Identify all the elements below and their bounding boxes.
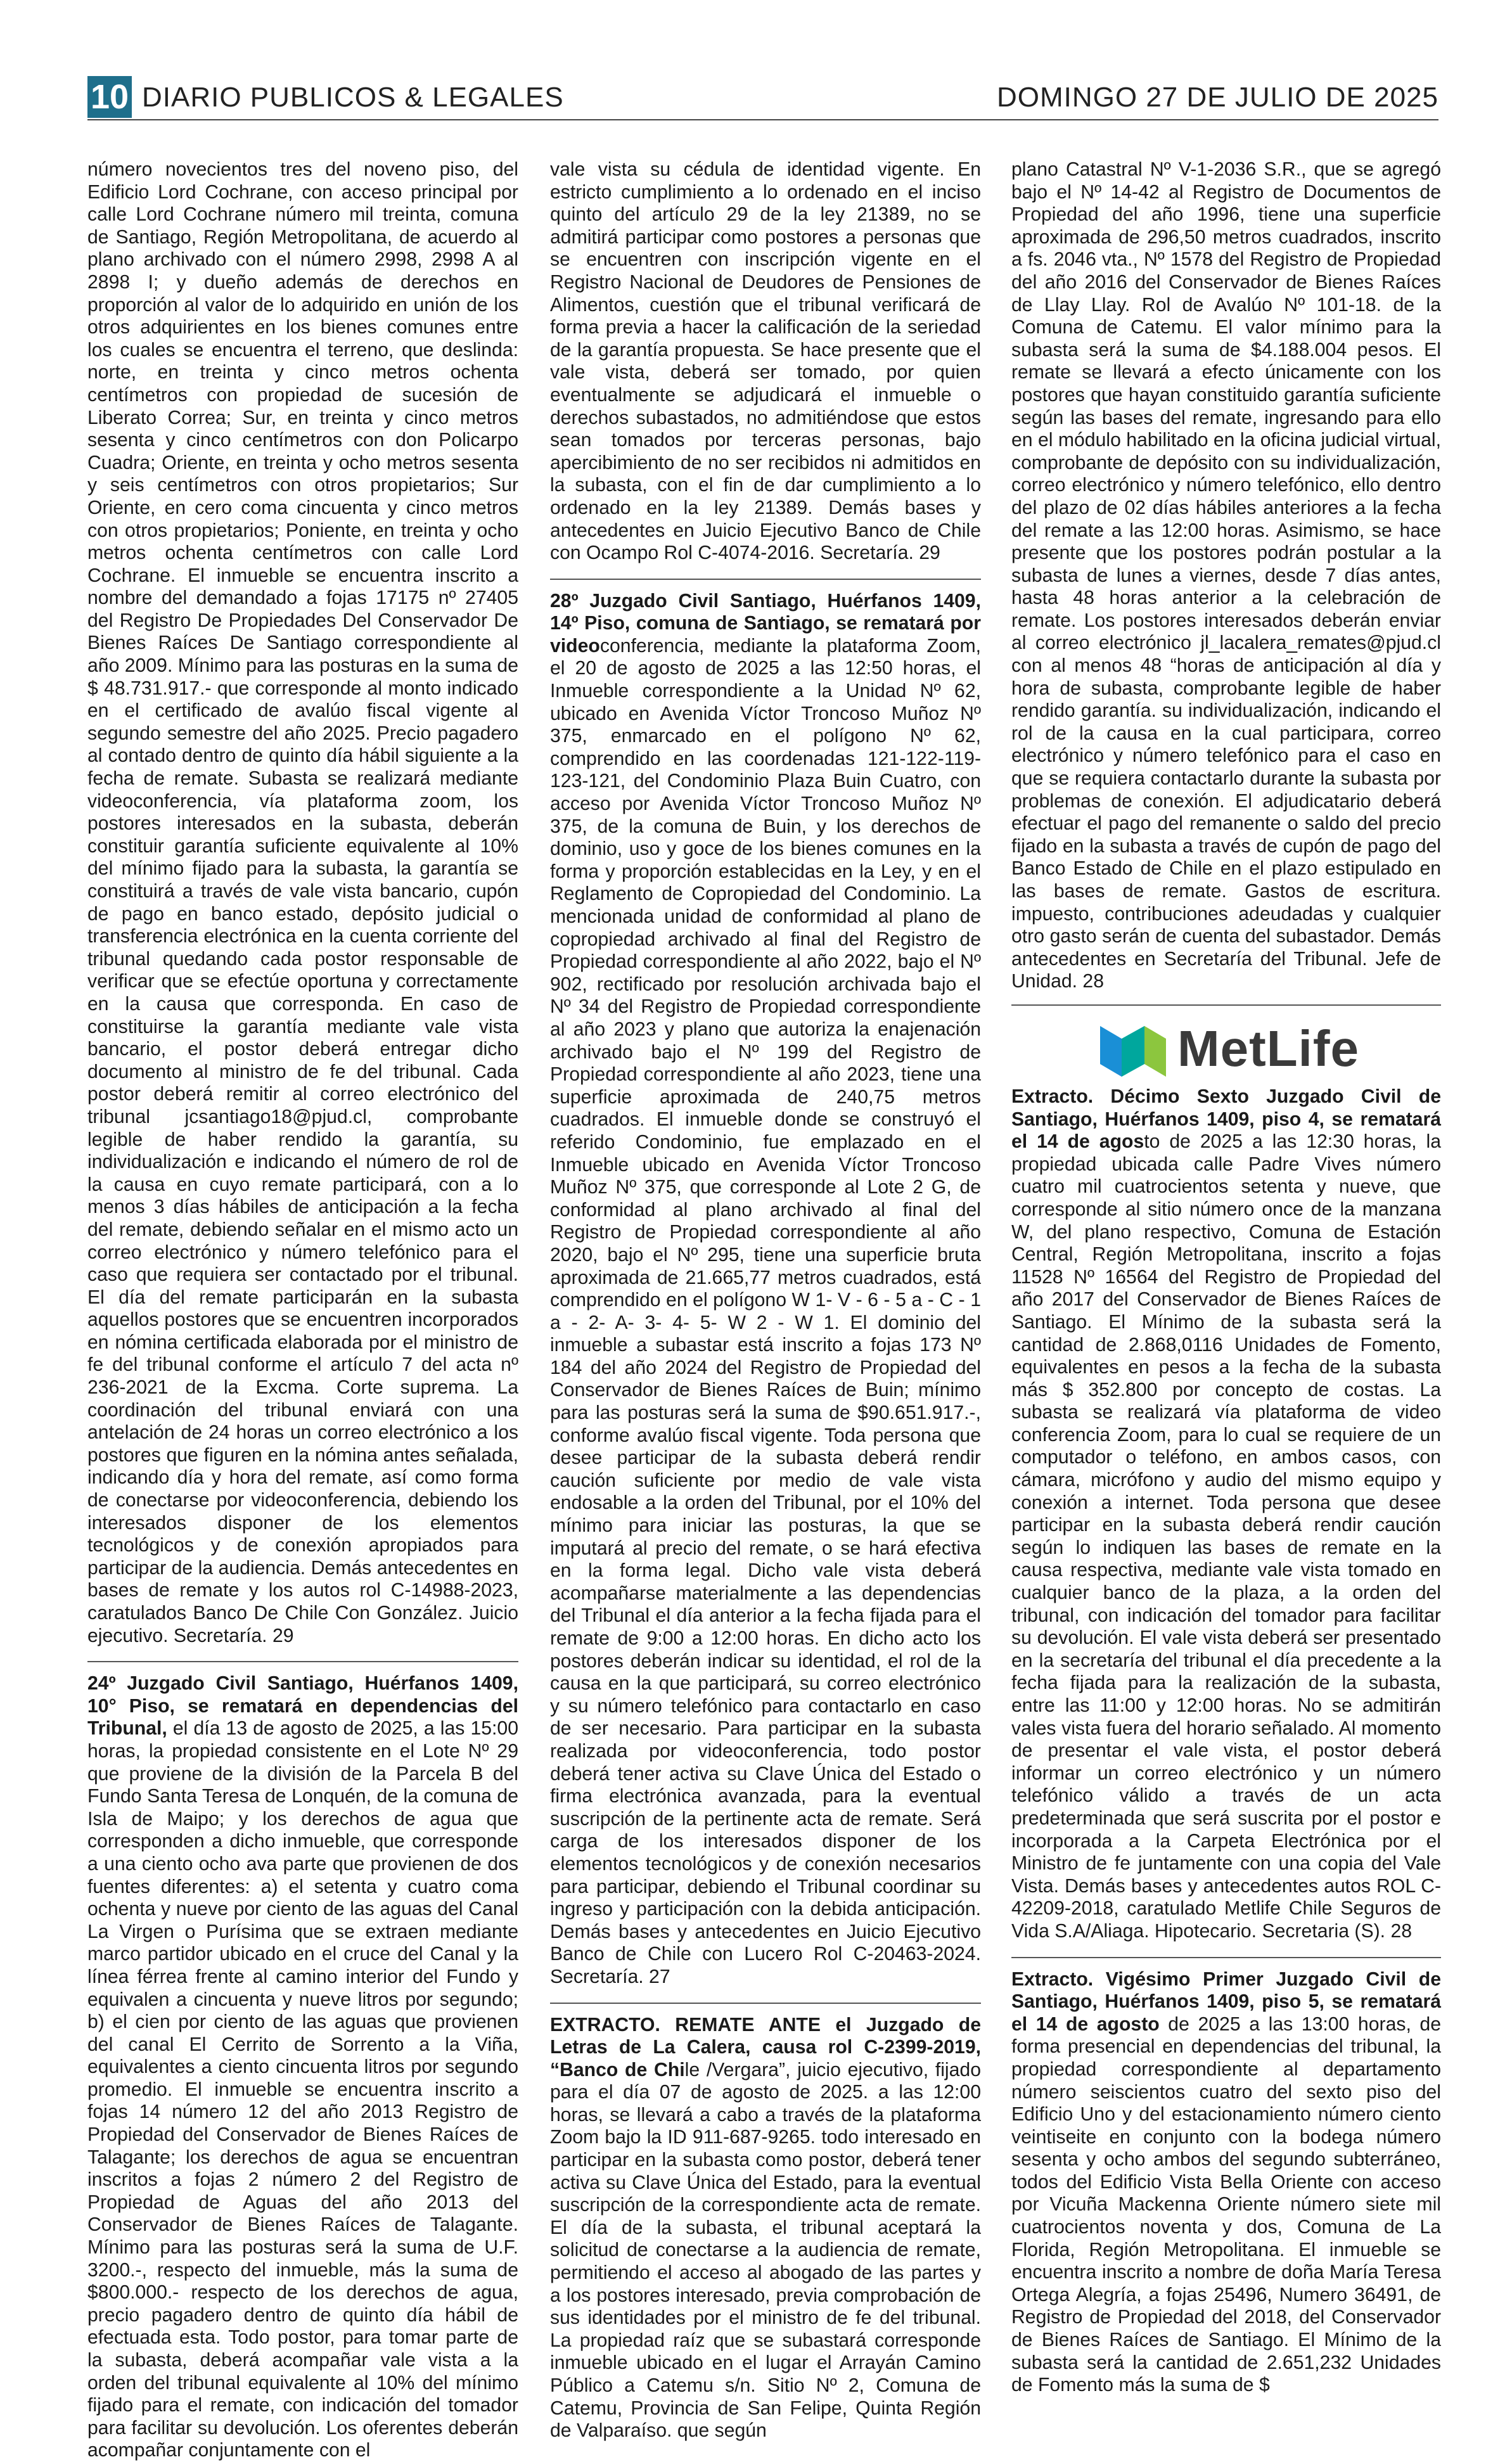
notice	[87, 1672, 518, 2462]
notice-text: número novecientos tres del noveno piso, del Edificio Lord Cochrane, con acceso principal por calle Lord Cochrane número mil treinta, comuna de Santiago, Región Metropolitana, de acuerdo al plano archivado con el número 2998, 2998 A al 2898 I; y dueño además de derechos en proporción al valor de lo adquirido en unión de los otros adquirientes en los bienes comunes entre los cuales se encuentra el terreno, que deslinda: norte, en treinta y cinco metros ochenta centímetros con propiedad de sucesión de Liberato Correa; Sur, en treinta y cinco metros sesenta y cinco centímetros con don Policarpo Cuadra; Oriente, en treinta y ocho metros sesenta y seis centímetros con otros propietarios; Sur Oriente, en cero coma cincuenta y cinco metros con otros propietarios; Poniente, en treinta y ocho metros ochenta centímetros con calle Lord Cochrane. El inmueble se encuentra inscrito a nombre del demandado a fojas 17175 nº 27405 del Registro De Propiedades Del Conservador De Bienes Raíces De Santiago correspondiente al año 2009. Mínimo para las posturas en la suma de $ 48.731.917.- que corresponde al monto indicado en el certificado de avalúo fiscal vigente al segundo semestre del año 2025. Precio pagadero al contado dentro de quinto día hábil siguiente a la fecha de remate. Subasta se realizará mediante videoconferencia, vía plataforma zoom, los postores interesados en la subasta, deberán constituir garantía suficiente equivalente al 10% del mínimo fijado para la subasta, la garantía se constituirá a través de vale vista bancario, cupón de pago en banco estado, depósito judicial o transferencia electrónica en la cuenta corriente del tribunal quedando cada postor responsable de verificar que se efectúe oportuna y correctamente en la causa que corresponda. En caso de constituirse la garantía mediante vale vista bancario, el postor deberá entregar dicho documento al ministro de fe del tribunal. Cada postor deberá remitir al correo electrónico del tribunal jcsantiago18@pjud.cl, comprobante legible de haber rendido la garantía, su individualización e indicando el número de rol de la causa en cuyo remate participará, con a lo menos 3 días hábiles de anticipación a la fecha del remate, debiendo señalar en el mismo acto un correo electrónico y número telefónico para el caso que requiera ser contactado por el tribunal. El día del remate participarán en la subasta aquellos postores que se encuentren incorporados en nómina certificada elaborada por el ministro de fe del tribunal conforme el artículo 7 del acta nº 236-2021 de la Excma. Corte suprema. La coordinación del tribunal enviará con una antelación de 24 horas un correo electrónico a los postores que figuren en la nómina antes señalada, indicando día y hora del remate, así como forma de conectarse por videoconferencia, debiendo los interesados disponer de los elementos tecnológicos y de conexión apropiados para participar de la audiencia. Demás antecedentes en bases de remate y los autos rol C-14988-2023, caratulados Banco De Chile Con González. Juicio ejecutivo. Secretaría. 29	[87, 159, 518, 1646]
notice-text: vale vista su cédula de identidad vigente. En estricto cumplimiento a lo ordenado en el inciso quinto del artículo 29 de la ley 21389, no se admitirá participar como postores a personas que se encuentren con inscripción vigente en el Registro Nacional de Deudores de Pensiones de Alimentos, cuestión que el tribunal verificará de forma previa a hacer la calificación de la seriedad de la garantía propuesta. Se hace presente que el vale vista, deberá ser tomado, por quien eventualmente se adjudicará el inmueble o derechos subastados, no admitiéndose que estos sean tomados por terceras personas, bajo apercibimiento de no ser recibidos ni admitidos en la subasta, con el fin de dar cumplimiento a lo ordenado en la ley 21389. Demás bases y antecedentes en Juicio Ejecutivo Banco de Chile con Ocampo Rol C-4074-2016. Secretaría. 29	[550, 159, 981, 564]
notice-divider	[1011, 1957, 1441, 1958]
notice-body: to de 2025 a las 12:30 horas, la propiedad ubicada calle Padre Vives número cuatro mil cuatrocientos setenta y nueve, que corresponde al sitio número once de la manzana W, del plano respectivo, Comuna de Estación Central, Región Metropolitana, inscrito a fojas 11528 Nº 16564 del Registro de Propiedad del año 2017 del Conservador de Bienes Raíces de Santiago. El Mínimo de la subasta será la cantidad de 2.868,0116 Unidades de Fomento, equivalentes en pesos a la fecha de la subasta más $ 352.800 por concepto de costas. La subasta se realizará vía plataforma de video conferencia Zoom, para lo cual se requiere de un computador o teléfono, en ambos casos, con cámara, micrófono y audio del mismo equipo y conexión a internet. Toda persona que desee participar en la subasta deberá rendir caución según lo indiquen las bases de remate en la causa respectiva, mediante vale vista tomado en cualquier banco de la plaza, a la orden del tribunal, con indicación del tomador para facilitar su devolución. El vale vista deberá ser presentado en la secretaría del tribunal el día precedente a la fecha fijada para la realización de la subasta, entre las 11:00 y 12:00 horas. No se admitirán vales vista fuera del horario señalado. Al momento de presentar el vale vista, el postor deberá informar un correo electrónico y un número telefónico válido a través de un acta predeterminada que será suscrita por el postor e incorporada a la Carpeta Electrónica por el Ministro de fe juntamente con una copia del Vale Vista. Demás bases y antecedentes autos ROL C-42209-2018, caratulado Metlife Chile Seguros de Vida S.A/Aliaga. Hipotecario. Secretaria (S). 28	[1011, 1131, 1442, 1942]
notice-heading: 24º Juzgado Civil Santiago, Huérfanos 1409, 10° Piso, se rematará en dependencias del Tribunal,	[87, 1673, 518, 1740]
notice-heading: EXTRACTO. REMATE ANTE el Juzgado de Letras de La Calera, causa rol C-2399-2019, “Banco de Chi	[550, 2014, 981, 2081]
notice	[1011, 1086, 1441, 1943]
notice-body: conferencia, mediante la plataforma Zoom, el 20 de agosto de 2025 a las 12:50 horas, el Inmueble correspondiente a la Unidad Nº 62, ubicado en Avenida Víctor Troncoso Muñoz Nº 375, enmarcado en el polígono Nº 62, comprendido en las coordenadas 121-122-119-123-121, del Condominio Plaza Buin Cuatro, con acceso por Avenida Víctor Troncoso Muñoz Nº 375, de la comuna de Buin, y los derechos de dominio, uso y goce de los bienes comunes en la forma y proporción establecidas en la Ley, y en el Reglamento de Copropiedad del Condominio. La mencionada unidad de conformidad al plano de copropiedad archivado al final del Registro de Propiedad correspondiente al año 2022, bajo el Nº 902, rectificado por resolución archivada bajo el Nº 34 del Registro de Propiedad correspondiente al año 2023 y plano que autoriza la enajenación archivado bajo el Nº 199 del Registro de Propiedad correspondiente al año 2023, tiene una superficie aproximada de 240,75 metros cuadrados. El inmueble donde se construyó el referido Condominio, fue emplazado en el Inmueble ubicado en Avenida Víctor Troncoso Muñoz Nº 375, que corresponde al Lote 2 G, de conformidad al plano archivado al final del Registro de Propiedad correspondiente al año 2020, bajo el Nº 295, tiene una superficie bruta aproximada de 21.665,77 metros cuadrados, está comprendido en el polígono W 1- V - 6 - 5 a - C - 1 a - 2- A- 3- 4- 5- W 2 - W 1. El dominio del inmueble a subastar está inscrito a fojas 173 Nº 184 del año 2024 del Registro de Propiedad del Conservador de Bienes Raíces de Buin; mínimo para las posturas será la suma de $90.651.917.-, conforme avalúo fiscal vigente. Toda persona que desee participar de la subasta deberá rendir caución suficiente por medio de vale vista endosable a la orden del Tribunal, por el 10% del mínimo para iniciar las posturas, la que se imputará al precio del remate, o se hará efectiva en la forma legal. Dicho vale vista deberá acompañarse materialmente a las dependencias del Tribunal el día anterior a la fecha fijada para el remate de 9:00 a 12:00 horas. En dicho acto los postores deberán indicar su identidad, el rol de la causa en la que participará, su correo electrónico y su número telefónico para contactarlo en caso de ser necesario. Para participar en la subasta realizada por videoconferencia, todo postor deberá tener activa su Clave Única del Estado o firma electrónica avanzada, para la eventual suscripción de la pertinente acta de remate. Será carga de los interesados disponer de los elementos tecnológicos y de conexión necesarios para participar, debiendo el Tribunal coordinar su ingreso y participación con la debida anticipación. Demás bases y antecedentes en Juicio Ejecutivo Banco de Chile con Lucero Rol C-20463-2024. Secretaría. 27	[550, 635, 981, 1987]
notice-body: de 2025 a las 13:00 horas, de forma presencial en dependencias del tribunal, la propiedad correspondiente al departamento número seiscientos cuatro del sexto piso del Edificio Uno y del estacionamiento número ciento veintiseite en conjunto con la bodega número sesenta y ocho ambos del segundo subterráneo, todos del Edificio Vista Bella Oriente con acceso por Vicuña Mackenna Oriente número siete mil cuatrocientos noventa y dos, Comuna de La Florida, Región Metropolitana. El inmueble se encuentra inscrito a nombre de doña María Teresa Ortega Alegría, a fojas 25496, Numero 36491, de Registro de Propiedad del 2018, del Conservador de Bienes Raíces de Santiago. El Mínimo de la subasta será la cantidad de 2.651,232 Unidades de Fomento más la suma de $	[1011, 2013, 1442, 2396]
notice	[550, 2014, 981, 2442]
notice	[550, 590, 981, 1989]
notice-heading: 28º Juzgado Civil Santiago, Huérfanos 1409, 14º Piso, comuna de Santiago, se rematará por video	[550, 590, 981, 657]
notice-heading: Extracto. Décimo Sexto Juzgado Civil de Santiago, Huérfanos 1409, piso 4, se rematará el 14 de agos	[1011, 1086, 1441, 1153]
metlife-logo-mark-icon	[1100, 1020, 1166, 1077]
notice-body: el día 13 de agosto de 2025, a las 15:00 horas, la propiedad consistente en el Lote Nº 29 que proviene de la división de la Parcela B del Fundo Santa Teresa de Lonquén, de la comuna de Isla de Maipo; y los derechos de agua que corresponden a dicho inmueble, que corresponde a una ciento ocho ava parte que provienen de dos fuentes diferentes: a) el setenta y cuatro coma ochenta y nueve por ciento de las aguas del Canal La Virgen o Purísima que se extraen mediante marco partidor ubicado en el cruce del Canal y la línea férrea frente al camino interior del Fundo y equivalen a cincuenta y nueve litros por segundo; b) el cien por ciento de las aguas que provienen del canal El Cerrito de Sorrento a la Viña, equivalentes a ciento cincuenta litros por segundo promedio. El inmueble se encuentra inscrito a fojas 14 número 12 del año 2013 Registro de Propiedad del Conservador de Bienes Raíces de Talagante; los derechos de agua se encuentran inscritos a fojas 2 número 2 del Registro de Propiedad de Aguas del año 2013 del Conservador de Bienes Raíces de Talagante. Mínimo para las posturas será la suma de U.F. 3200.-, respecto del inmueble, más la suma de $800.000.- respecto de los derechos de agua, precio pagadero dentro de quinto día hábil de efectuada esta. Todo postor, para tomar parte de la subasta, deberá acompañar vale vista a la orden del tribunal equivalente al 10% del mínimo fijado para el remate, con indicación del tomador para facilitar su devolución. Los oferentes deberán acompañar conjuntamente con el	[87, 1718, 518, 2461]
column-3	[1011, 158, 1441, 2397]
page-number: 10	[87, 76, 132, 118]
notice-divider	[550, 2003, 981, 2004]
notice-text: plano Catastral Nº V-1-2036 S.R., que se agregó bajo el Nº 14-42 al Registro de Documentos de Propiedad del año 1996, tiene una superficie aproximada de 296,50 metros cuadrados, inscrito a fs. 2046 vta., Nº 1578 del Registro de Propiedad del año 2016 del Conservador de Bienes Raíces de Llay Llay. Rol de Avalúo Nº 101-18. de la Comuna de Catemu. El valor mínimo para la subasta será la suma de $4.188.004 pesos. El remate se llevará a efecto únicamente con los postores que hayan constituido garantía suficiente según las bases del remate, ingresando para ello en el módulo habilitado en la oficina judicial virtual, comprobante de depósito con su individualización, correo electrónico y número telefónico, ello dentro del plazo de 02 días hábiles anteriores a la fecha del remate a las 12:00 horas. Asimismo, se hace presente que los postores podrán postular a la subasta de lunes a viernes, desde 7 días antes, hasta 48 horas anterior a la celebración de remate. Los postores interesados deberán enviar al correo electrónico jl_lacalera_remates@pjud.cl con al menos 48 “horas de anticipación al día y hora de subasta, comprobante legible de haber rendido garantía. su individualización, indicando el rol de la causa en la cual participara, correo electrónico y número telefónico para el caso en que se requiera contactarlo durante la subasta por problemas de conexión. El adjudicatario deberá efectuar el pago del remanente o saldo del precio fijado en la subasta a través de cupón de pago del Banco Estado de Chile en el plazo estipulado en las bases de remate. Gastos de escritura. impuesto, contribuciones adeudadas y cualquier otro gasto serán de cuenta del subastador. Demás antecedentes en Secretaría del Tribunal. Jefe de Unidad. 28	[1011, 159, 1441, 992]
page-header	[87, 76, 1438, 118]
notice-divider	[550, 579, 981, 580]
column-2	[550, 158, 981, 2442]
metlife-logo-text: MetLife	[1177, 1020, 1359, 1077]
header-rule	[87, 119, 1438, 120]
notice-body: le /Vergara”, juicio ejecutivo, fijado para el día 07 de agosto de 2025. a las 12:00 horas, se llevará a cabo a través de la plataforma Zoom bajo la ID 911-687-9265. todo interesado en participar en la subasta como postor, deberá tener activa su Clave Única del Estado, para la eventual suscripción de la correspondiente acta de remate. El día de la subasta, el tribunal aceptará la solicitud de conectarse a la audiencia de remate, permitiendo el acceso al abogado de las partes y a los postores interesado, previa comprobación de sus identidades por el ministro de fe del tribunal. La propiedad raíz que se subastará corresponde inmueble ubicado en el lugar el Arrayán Camino Público a Catemu s/n. Sitio Nº 2, Comuna de Catemu, Provincia de San Felipe, Quinta Región de Valparaíso. que según	[550, 2059, 981, 2442]
notice-divider	[87, 1661, 518, 1662]
notice	[1011, 1968, 1441, 2397]
metlife-ad	[1011, 1004, 1441, 1077]
section-title: DIARIO PUBLICOS & LEGALES	[142, 82, 564, 113]
notice-heading: Extracto. Vigésimo Primer Juzgado Civil de Santiago, Huérfanos 1409, piso 5, se rematará el 14 de agosto	[1011, 1968, 1441, 2035]
column-1	[87, 158, 518, 2462]
issue-date: DOMINGO 27 DE JULIO DE 2025	[997, 82, 1438, 113]
